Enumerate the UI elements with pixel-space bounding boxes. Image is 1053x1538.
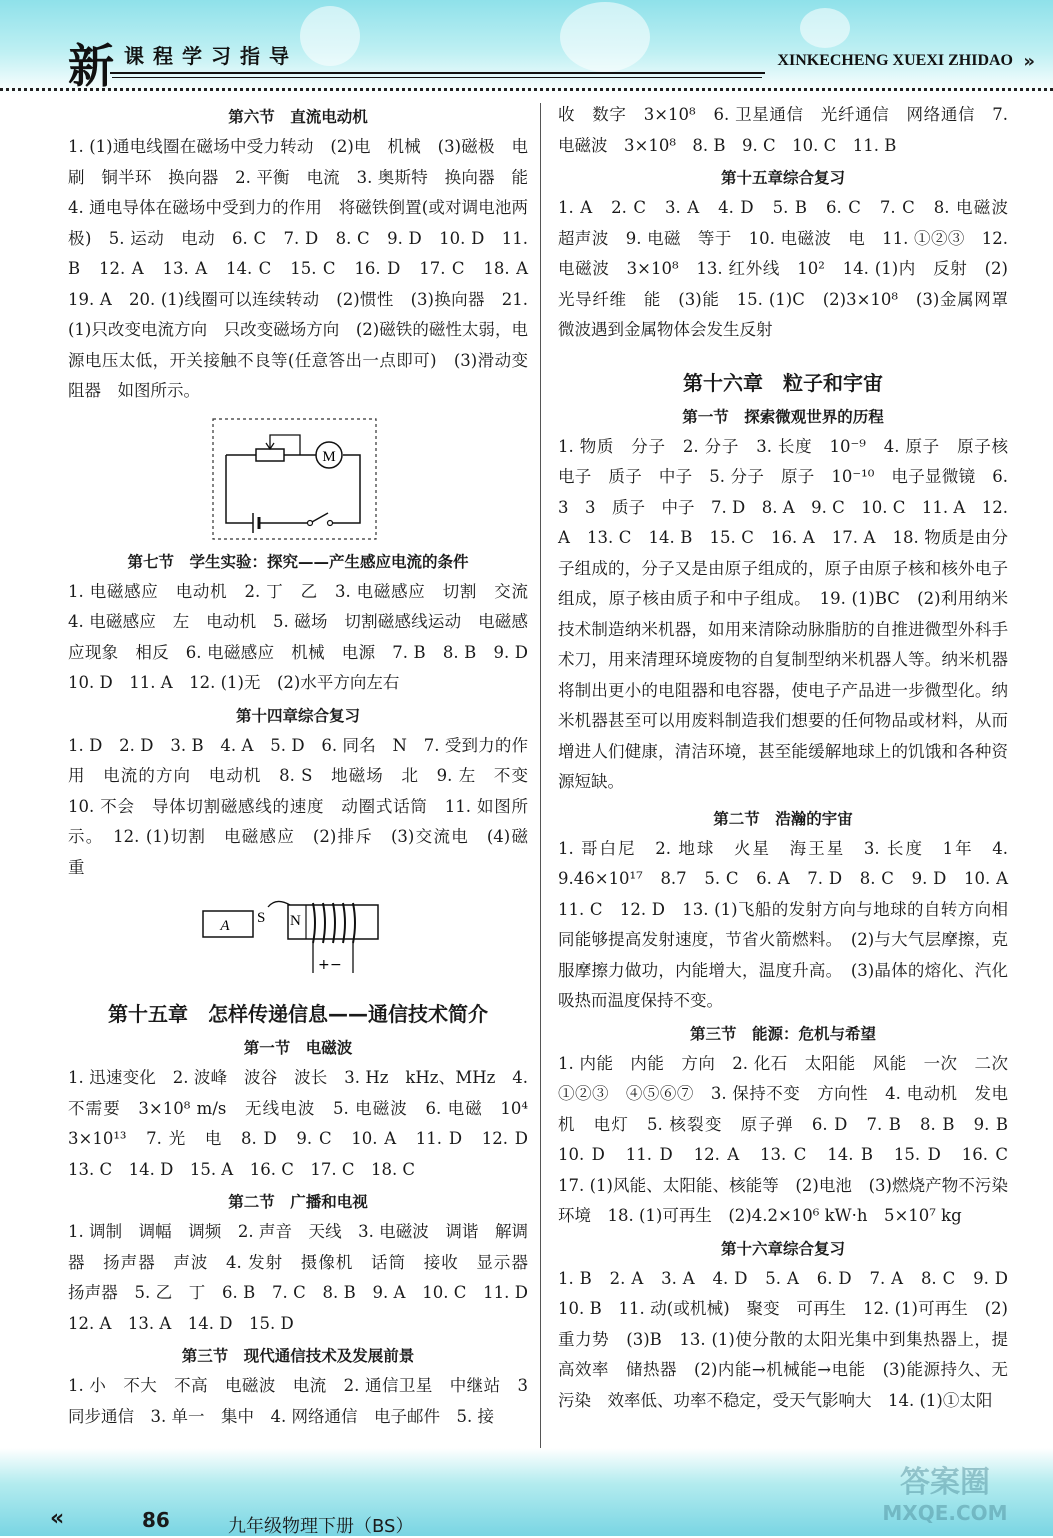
chapter-title: 第十五章 怎样传递信息——通信技术简介 xyxy=(108,1002,488,1026)
left-column xyxy=(68,100,545,1432)
page-number: 86 xyxy=(142,1508,170,1532)
header-rule xyxy=(112,77,762,78)
coil-label-n: N xyxy=(290,913,301,929)
motor-label: M xyxy=(322,448,336,465)
section-title: 第十五章综合复习 xyxy=(720,169,845,187)
answer-text: 1. 内能 内能 方向 2. 化石 太阳能 风能 一次 二次 ①②③ ④⑤⑥⑦ 3. 保持不变 方向性 4. 电动机 发电机 电灯 5. 核裂变 原子弹 6. D 7. B 8. B 9. B 10. D 11. D 12. A 13. C 14. B 15. D 16. C 17. (1)风能、太阳能、核能等 (2)电池 (3)燃烧产物不污染环境 18. (1)可再生 (2)4.2×10⁶ kW·h 5×10⁷ kg xyxy=(558,1053,1025,1225)
answer-text: 1. 电磁感应 电动机 2. 丁 乙 3. 电磁感应 切割 交流 4. 电磁感应 左 电动机 5. 磁场 切割磁感线运动 电磁感应现象 相反 6. 电磁感应 机械 电源 7. B 8. B 9. D 10. D 11. A 12. (1)无 (2)水平方向左右 xyxy=(68,581,545,692)
decor-bubble xyxy=(560,2,650,72)
right-column xyxy=(558,100,1025,1416)
answer-text: 1. 调制 调幅 调频 2. 声音 天线 3. 电磁波 调谐 解调器 扬声器 声波 4. 发射 摄像机 话筒 接收 显示器 扬声器 5. 乙 丁 6. B 7. C 8. B 9. A 10. C 11. D 12. A 13. A 14. D 15. D xyxy=(68,1222,545,1333)
section-title: 第六节 直流电动机 xyxy=(228,108,368,126)
section-title: 第三节 能源：危机与希望 xyxy=(689,1024,876,1043)
decor-bubble xyxy=(300,6,360,66)
electromagnet-figure xyxy=(68,889,528,985)
book-title: 九年级物理下册（BS） xyxy=(228,1516,414,1537)
section-title: 第三节 现代通信技术及发展前景 xyxy=(181,1347,415,1365)
chapter-title: 第十六章 粒子和宇宙 xyxy=(683,370,883,395)
section-title: 第七节 学生实验：探究——产生感应电流的条件 xyxy=(127,552,469,571)
electromagnet-diagram xyxy=(68,889,528,985)
answer-text: 1. B 2. A 3. A 4. D 5. A 6. D 7. A 8. C 9. D 10. B 11. 动(或机械) 聚变 可再生 12. (1)可再生 (2)重力势 (3)B 13. (1)使分散的太阳光集中到集热器上，提高效率 储热器 (2)内能→机械能→电能 (3)能源持久、无污染 效率低、功率不稳定，受天气影响大 14. (1)①太阳 xyxy=(558,1268,1025,1410)
header-dotted-rule xyxy=(0,88,1053,91)
answer-text: 1. D 2. D 3. B 4. A 5. D 6. 同名 N 7. 受到力的作用 电流的方向 电动机 8. S 地磁场 北 9. 左 不变 10. 不会 导体切割磁感线的速度 动圈式话筒 11. 如图所示。 12. (1)切割 电磁感应 (2)排斥 (3)交流电 (4)磁 重 xyxy=(68,735,545,877)
series-pinyin: XINKECHENG XUEXI ZHIDAO xyxy=(777,52,1013,69)
answer-text: 1. 小 不大 不高 电磁波 电流 2. 通信卫星 中继站 3 同步通信 3. 单一 集中 4. 网络通信 电子邮件 5. 接 xyxy=(68,1376,545,1426)
series-logo: 新 xyxy=(68,39,114,93)
terminal-minus: − xyxy=(330,957,342,973)
magnet-label-a: A xyxy=(220,918,230,934)
double-chevron-right-icon: » xyxy=(1023,51,1035,72)
double-chevron-left-icon: « xyxy=(50,1506,65,1531)
magnet-label-s: S xyxy=(257,910,266,926)
section-title: 第十四章综合复习 xyxy=(235,706,360,725)
terminal-plus: + xyxy=(318,957,330,973)
answer-text: 1. (1)通电线圈在磁场中受力转动 (2)电 机械 (3)磁极 电刷 铜半环 换向器 2. 平衡 电流 3. 奥斯特 换向器 能 4. 通电导体在磁场中受到力的作用 将磁铁倒置(或对调电池两极) 5. 运动 电动 6. C 7. D 8. C 9. D 10. D 11. B 12. A 13. A 14. C 15. C 16. D 17. C 18. A 19. A 20. (1)线圈可以连续转动 (2)惯性 (3)换向器 21. (1)只改变电流方向 只改变磁场方向 (2)磁铁的磁性太弱，电源电压太低，开关接触不良等(任意答出一点即可) (3)滑动变阻器 如图所示。 xyxy=(68,137,545,400)
answer-text: 1. 迅速变化 2. 波峰 波谷 波长 3. Hz kHz、MHz 4. 不需要 3×10⁸ m/s 无线电波 5. 电磁波 6. 电磁 10⁴ 3×10¹³ 7. 光 电 8. D 9. C 10. A 11. D 12. D 13. C 14. D 15. A 16. C 17. C 18. C xyxy=(68,1068,545,1179)
section-title: 第十六章综合复习 xyxy=(720,1239,845,1258)
answer-text: 收 数字 3×10⁸ 6. 卫星通信 光纤通信 网络通信 7. 电磁波 3×10⁸ 8. B 9. C 10. C 11. B xyxy=(558,105,1008,155)
watermark-url: MXQE.COM xyxy=(882,1501,1008,1525)
series-title: 课程学习指导 xyxy=(124,44,298,68)
section-title: 第二节 广播和电视 xyxy=(228,1193,368,1211)
header-rule xyxy=(110,72,765,74)
section-title: 第二节 浩瀚的宇宙 xyxy=(713,809,853,828)
answer-text: 1. 物质 分子 2. 分子 3. 长度 10⁻⁹ 4. 原子 原子核 电子 质子 中子 5. 分子 原子 10⁻¹⁰ 电子显微镜 6. 3 3 质子 中子 7. D 8. A 9. C 10. C 11. A 12. A 13. C 14. B 15. C 16. A 17. A 18. 物质是由分子组成的，分子又是由原子组成的，原子由原子核和核外电子组成，原子核由质子和中子组成。 19. (1)BC (2)利用纳米技术制造纳米机器，如用来清除动脉脂肪的自推进微型外科手术刀，用来清理环境废物的自复制型纳米机器人等。纳米机器将制出更小的电阻器和电容器，使电子产品进一步微型化。纳米机器甚至可以用废料制造我们想要的任何物品或材料，从而增进人们健康，清洁环境，甚至能缓解地球上的饥饿和各种资源短缺。 xyxy=(558,436,1025,791)
answer-text: 1. A 2. C 3. A 4. D 5. B 6. C 7. C 8. 电磁波 超声波 9. 电磁 等于 10. 电磁波 电 11. ①②③ 12. 电磁波 3×10⁸ 13. 红外线 10² 14. (1)内 反射 (2)光导纤维 能 (3)能 15. (1)C (2)3×10⁸ (3)金属网罩 微波遇到金属物体会发生反射 xyxy=(558,198,1025,339)
motor-circuit-diagram xyxy=(68,413,528,543)
section-title: 第一节 电磁波 xyxy=(243,1039,353,1057)
answer-text: 1. 哥白尼 2. 地球 火星 海王星 3. 长度 1年 4. 9.46×10¹⁷ 8.7 5. C 6. A 7. D 8. C 9. D 10. A 11. C 12. D 13. (1)飞船的发射方向与地球的自转方向相同能够提高发射速度，节省火箭燃料。 (2)与大气层摩擦，克服摩擦力做功，内能增大，温度升高。 (3)晶体的熔化、汽化吸热而温度保持不变。 xyxy=(558,838,1025,1010)
decor-bubble xyxy=(800,8,850,48)
watermark-logo xyxy=(870,1456,1020,1528)
circuit-figure xyxy=(68,413,528,543)
section-title: 第一节 探索微观世界的历程 xyxy=(682,407,884,426)
watermark-text: 答案圈 xyxy=(900,1465,990,1500)
